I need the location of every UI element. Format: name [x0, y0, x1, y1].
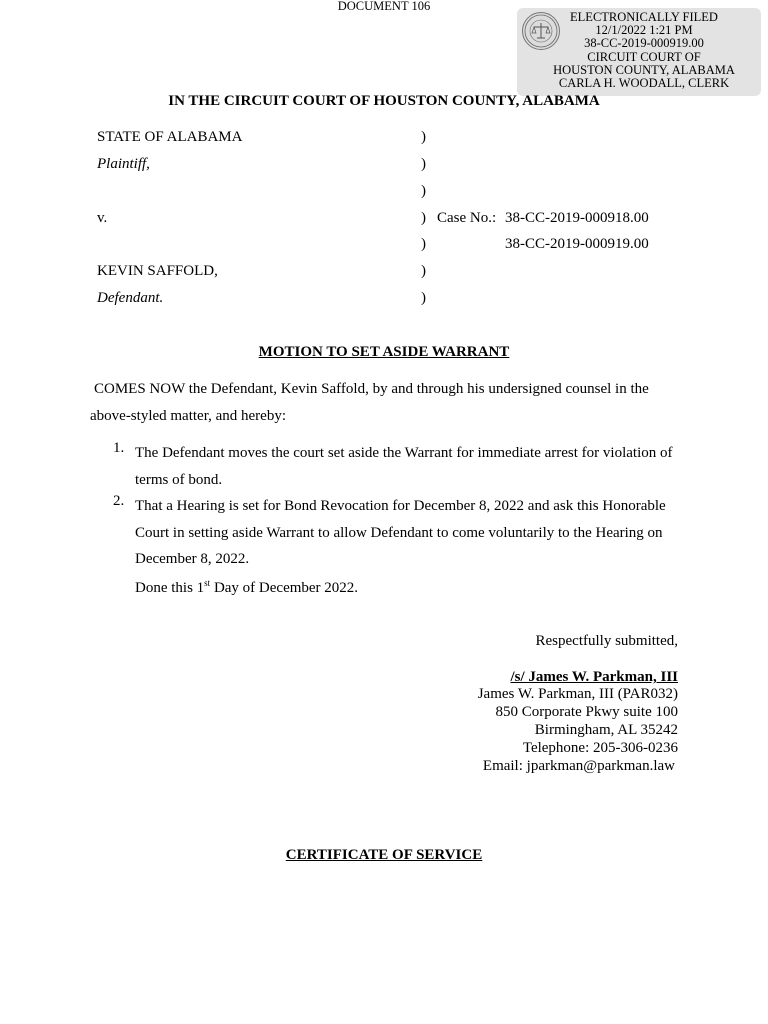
case-number: 38-CC-2019-000918.00 — [505, 210, 649, 226]
versus-label: v. — [97, 210, 108, 226]
list-item: That a Hearing is set for Bond Revocation for December 8, 2022 and ask this Honorable Court in setting aside Warrant to allow Defendant to come voluntarily to the Hearing on December 8, 2022. — [135, 498, 666, 567]
case-number: 38-CC-2019-000919.00 — [505, 236, 649, 252]
defendant-name: KEVIN SAFFOLD, — [97, 263, 218, 279]
stamp-line: 12/1/2022 1:21 PM — [595, 23, 693, 38]
done-date-prefix: Done this 1 — [135, 580, 205, 596]
motion-intro: COMES NOW the Defendant, Kevin Saffold, by and through his undersigned counsel in the above-styled matter, and hereby: — [90, 381, 649, 424]
caption-parenthesis: ) — [421, 236, 426, 252]
defendant-role: Defendant. — [97, 290, 164, 306]
court-heading: IN THE CIRCUIT COURT OF HOUSTON COUNTY, ALABAMA — [168, 93, 600, 109]
list-item-number: 2. — [113, 493, 125, 509]
stamp-line: 38-CC-2019-000919.00 — [584, 36, 704, 51]
caption-parenthesis: ) — [421, 129, 426, 145]
caption-parenthesis: ) — [421, 290, 426, 306]
stamp-line: CARLA H. WOODALL, CLERK — [558, 76, 730, 91]
done-date-suffix: Day of December 2022. — [210, 580, 359, 596]
electronic-signature: /s/ James W. Parkman, III — [510, 669, 678, 685]
stamp-line: CIRCUIT COURT OF — [587, 49, 701, 64]
plaintiff-role: Plaintiff, — [97, 156, 150, 172]
signature-line: Birmingham, AL 35242 — [534, 722, 678, 738]
document-number: DOCUMENT 106 — [337, 0, 431, 13]
done-date-line — [135, 578, 358, 597]
motion-title: MOTION TO SET ASIDE WARRANT — [258, 344, 510, 360]
list-item-number: 1. — [113, 440, 125, 456]
caption-parenthesis: ) — [421, 183, 426, 199]
case-number-label: Case No.: — [437, 210, 497, 226]
closing: Respectfully submitted, — [535, 633, 678, 649]
certificate-title: CERTIFICATE OF SERVICE — [285, 847, 483, 863]
caption-parenthesis: ) — [421, 156, 426, 172]
plaintiff-name: STATE OF ALABAMA — [97, 129, 243, 145]
done-date-ordinal: st — [204, 578, 211, 588]
stamp-line: HOUSTON COUNTY, ALABAMA — [553, 62, 735, 77]
caption-parenthesis: ) — [421, 263, 426, 279]
list-item: The Defendant moves the court set aside the Warrant for immediate arrest for violation of terms of bond. — [135, 445, 673, 488]
signature-line: Telephone: 205-306-0236 — [522, 740, 678, 756]
electronic-filing-stamp — [517, 8, 761, 96]
signature-line: 850 Corporate Pkwy suite 100 — [495, 704, 678, 720]
stamp-line: ELECTRONICALLY FILED — [570, 10, 718, 24]
attorney-email[interactable]: Email: jparkman@parkman.law — [482, 758, 675, 774]
caption-parenthesis: ) — [421, 210, 426, 226]
signature-line: James W. Parkman, III (PAR032) — [477, 686, 678, 702]
